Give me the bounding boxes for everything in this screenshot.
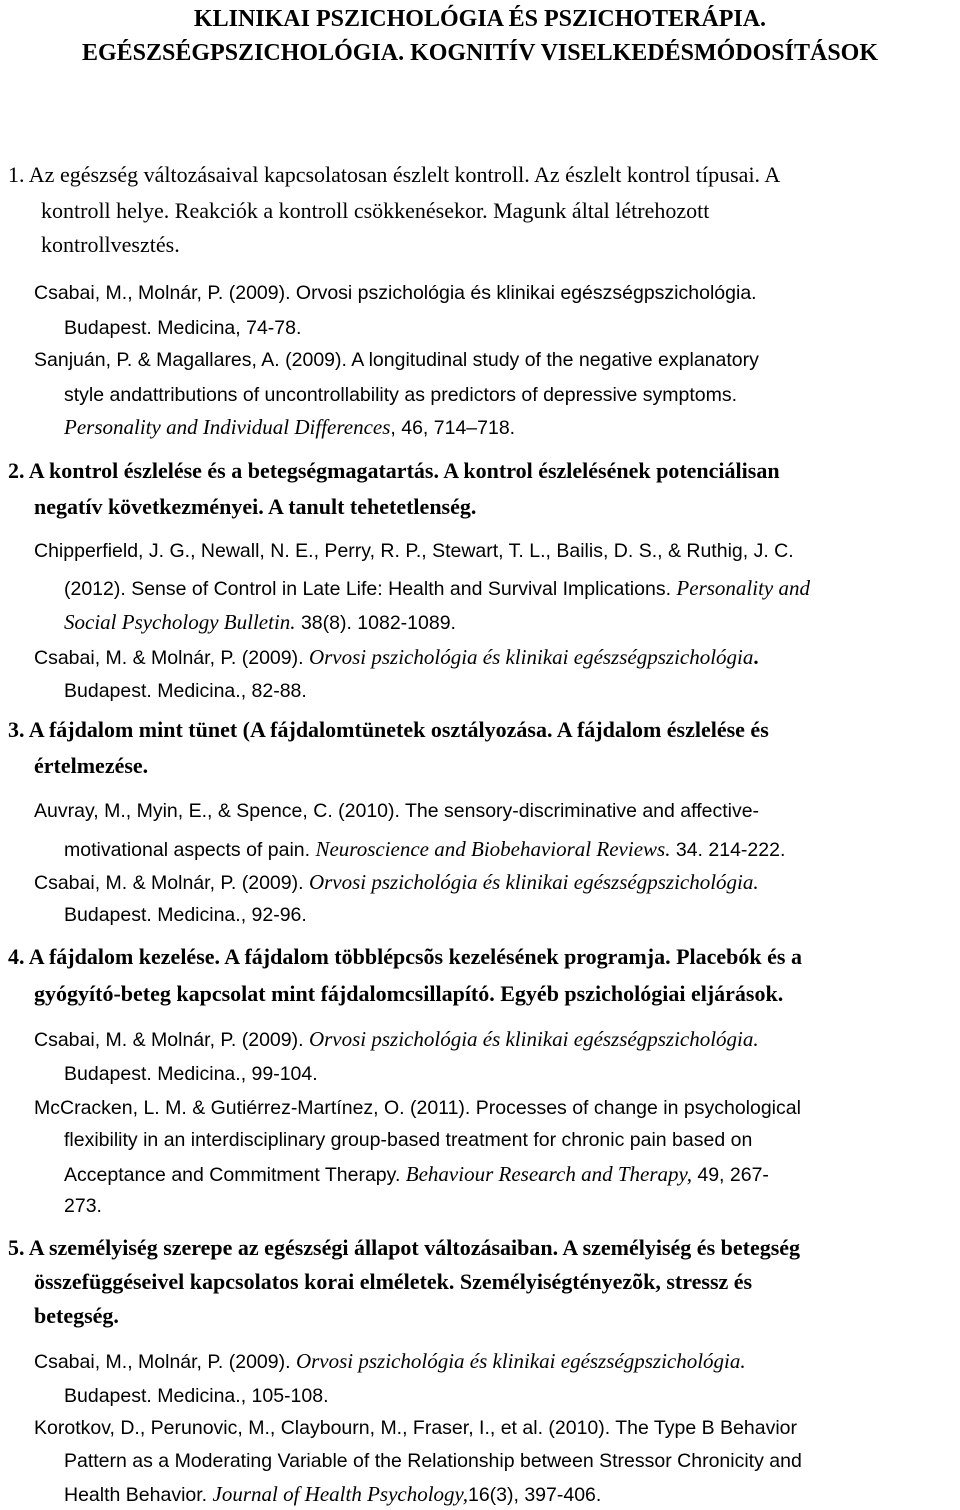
- section-1-heading-line-2: kontroll helye. Reakciók a kontroll csökkenésekor. Magunk által létrehozott: [41, 198, 710, 223]
- ref-mccracken-c: Acceptance and Commitment Therapy. Behaviour Research and Therapy, 49, 267-: [64, 1162, 769, 1186]
- ref-sanjuan-c: Personality and Individual Differences, 46, 714–718.: [64, 415, 516, 439]
- book-title: Orvosi pszichológia és klinikai egészségpszichológia.: [295, 1349, 746, 1373]
- ref-korotkov-a: Korotkov, D., Perunovic, M., Claybourn, M., Fraser, I., et al. (2010). The Type B Behavior: [34, 1417, 797, 1439]
- section-3-heading-line-1: 3. A fájdalom mint tünet (A fájdalomtünetek osztályozása. A fájdalom észlelése és: [8, 717, 769, 742]
- title-line-1: KLINIKAI PSZICHOLÓGIA ÉS PSZICHOTERÁPIA.: [193, 6, 767, 32]
- section-1-heading-line-1: 1. Az egészség változásaival kapcsolatosan észlelt kontroll. Az észlelt kontrol típusai. A: [8, 162, 781, 187]
- section-5-heading-line-3: betegség.: [34, 1303, 119, 1328]
- section-1-heading-line-3: kontrollvesztés.: [41, 232, 180, 257]
- ref-csabai-4a: Csabai, M. & Molnár, P. (2009). Orvosi pszichológia és klinikai egészségpszichológia.: [34, 1027, 759, 1051]
- section-2-heading-line-2: negatív következményei. A tanult tehetetlenség.: [34, 494, 477, 519]
- section-5-heading-line-1: 5. A személyiség szerepe az egészségi állapot változásaiban. A személyiség és betegség: [8, 1235, 801, 1260]
- ref-korotkov-c: Health Behavior. Journal of Health Psychology,16(3), 397-406.: [64, 1482, 602, 1506]
- ref-sanjuan-a: Sanjuán, P. & Magallares, A. (2009). A longitudinal study of the negative explanatory: [34, 349, 759, 371]
- ref-korotkov-b: Pattern as a Moderating Variable of the Relationship between Stressor Chronicity and: [64, 1450, 802, 1472]
- journal-title: Personality and Individual Differences: [64, 415, 391, 439]
- journal-title: Personality and: [676, 576, 810, 600]
- ref-chipperfield-b: (2012). Sense of Control in Late Life: Health and Survival Implications. Personality and: [64, 576, 810, 600]
- journal-title: Behaviour Research and Therapy,: [405, 1162, 692, 1186]
- book-title: Orvosi pszichológia és klinikai egészségpszichológia: [308, 645, 754, 669]
- ref-csabai-2b: Budapest. Medicina., 82-88.: [64, 680, 307, 702]
- section-2-heading-line-1: 2. A kontrol észlelése és a betegségmagatartás. A kontrol észlelésének potenciálisan: [8, 458, 780, 483]
- section-5-heading-line-2: összefüggéseivel kapcsolatos korai elméletek. Személyiségtényezõk, stressz és: [34, 1269, 753, 1294]
- ref-csabai-5a: Csabai, M., Molnár, P. (2009). Orvosi pszichológia és klinikai egészségpszichológia.: [34, 1349, 746, 1373]
- ref-csabai-2a: Csabai, M. & Molnár, P. (2009). Orvosi pszichológia és klinikai egészségpszichológia.: [34, 645, 759, 669]
- section-4-heading-line-1: 4. A fájdalom kezelése. A fájdalom többlépcsõs kezelésének programja. Placebók és a: [8, 944, 802, 969]
- ref-sanjuan-b: style andattributions of uncontrollability as predictors of depressive symptoms.: [64, 384, 738, 406]
- ref-auvray-a: Auvray, M., Myin, E., & Spence, C. (2010). The sensory-discriminative and affective-: [34, 800, 760, 822]
- ref-mccracken-b: flexibility in an interdisciplinary group-based treatment for chronic pain based on: [64, 1129, 753, 1151]
- ref-csabai-4b: Budapest. Medicina., 99-104.: [64, 1063, 318, 1085]
- journal-title: Social Psychology Bulletin.: [64, 610, 296, 634]
- ref-csabai-5b: Budapest. Medicina., 105-108.: [64, 1385, 329, 1407]
- ref-chipperfield-a: Chipperfield, J. G., Newall, N. E., Perry, R. P., Stewart, T. L., Bailis, D. S., & Ruthig, J. C.: [34, 540, 794, 562]
- book-title: Orvosi pszichológia és klinikai egészségpszichológia.: [308, 1027, 759, 1051]
- page-title: [0, 2, 960, 70]
- ref-chipperfield-c: Social Psychology Bulletin. 38(8). 1082-1089.: [64, 610, 456, 634]
- journal-title: Neuroscience and Biobehavioral Reviews.: [315, 837, 671, 861]
- ref-csabai-3a: Csabai, M. & Molnár, P. (2009). Orvosi pszichológia és klinikai egészségpszichológia.: [34, 870, 759, 894]
- ref-csabai-1b: Budapest. Medicina, 74-78.: [64, 317, 302, 339]
- section-3-heading-line-2: értelmezése.: [34, 753, 149, 778]
- ref-csabai-3b: Budapest. Medicina., 92-96.: [64, 904, 307, 926]
- section-4-heading-line-2: gyógyító-beteg kapcsolat mint fájdalomcsillapító. Egyéb pszichológiai eljárások.: [34, 981, 784, 1006]
- ref-csabai-1a: Csabai, M., Molnár, P. (2009). Orvosi pszichológia és klinikai egészségpszichológia.: [34, 282, 757, 304]
- ref-mccracken-d: 273.: [64, 1195, 102, 1217]
- ref-mccracken-a: McCracken, L. M. & Gutiérrez-Martínez, O. (2011). Processes of change in psychological: [34, 1097, 801, 1119]
- ref-auvray-b: motivational aspects of pain. Neuroscience and Biobehavioral Reviews. 34. 214-222.: [64, 837, 786, 861]
- book-title: Orvosi pszichológia és klinikai egészségpszichológia.: [308, 870, 759, 894]
- journal-title: Journal of Health Psychology,: [212, 1482, 468, 1506]
- title-line-2: EGÉSZSÉGPSZICHOLÓGIA. KOGNITÍV VISELKEDÉSMÓDOSÍTÁSOK: [81, 40, 879, 66]
